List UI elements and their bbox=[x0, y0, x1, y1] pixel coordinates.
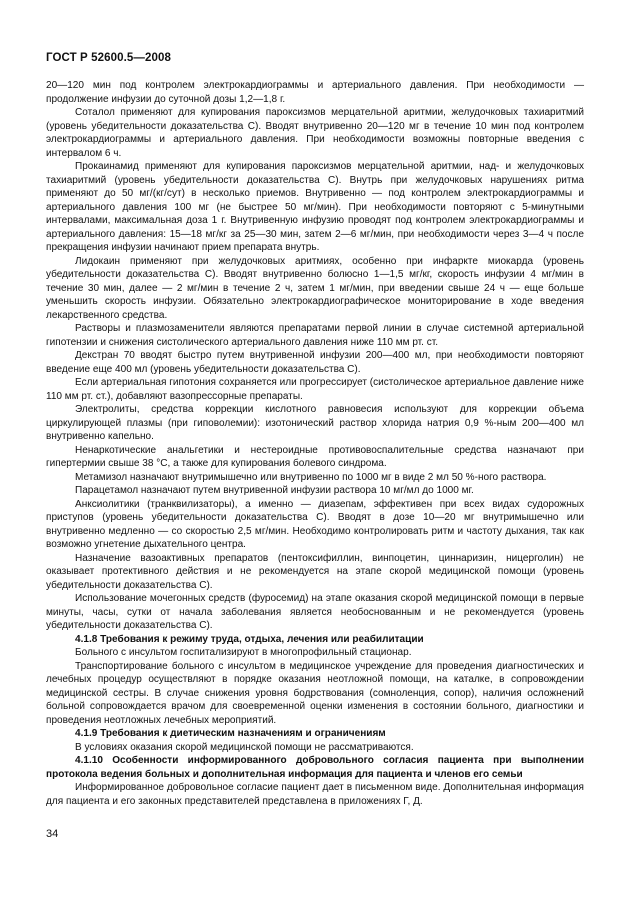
body-paragraph: Анксиолитики (транквилизаторы), а именно — диазепам, эффективен при всех видах судорожных приступов (уровень убедительности доказательства С). Вводят в дозе 10—20 мг внутримышечно или внутривенно медленно — со скоростью 2,5 мг/мин. Необходимо контролировать ритм и частоту дыхания, так как возможно угнетение дыхательного центра. bbox=[46, 498, 584, 550]
body-paragraph: Растворы и плазмозаменители являются препаратами первой линии в случае системной артериальной гипотензии и снижения систолического артериального давления ниже 110 мм рт. ст. bbox=[46, 323, 584, 348]
body-paragraph: Метамизол назначают внутримышечно или внутривенно по 1000 мг в виде 2 мл 50 %-ного раствора. bbox=[75, 471, 547, 483]
document-header: ГОСТ Р 52600.5—2008 bbox=[46, 52, 171, 64]
body-paragraph: Декстран 70 вводят быстро путем внутривенной инфузии 200—400 мл, при необходимости повторяют введение еще 400 мл (уровень убедительности доказательства С). bbox=[46, 350, 584, 375]
body-paragraph: 20—120 мин под контролем электрокардиограммы и артериального давления. При необходимости — продолжение инфузии до суточной дозы 1,2—1,8 г. bbox=[46, 80, 584, 105]
body-paragraph: Электролиты, средства коррекции кислотного равновесия используют для коррекции объема циркулирующей плазмы (при гиповолемии): изотонический раствор хлорида натрия 0,9 %-ным 200—400 мл внутривенно капельно. bbox=[46, 404, 584, 442]
section-heading: 4.1.8 Требования к режиму труда, отдыха, лечения или реабилитации bbox=[75, 633, 424, 645]
body-paragraph: Соталол применяют для купирования пароксизмов мерцательной аритмии, желудочковых тахиаритмий (уровень убедительности доказательства С). Вводят внутривенно 20—120 мг в течение 10 мин под контролем электрокардиограммы и артериального давления. При необходимости возможны повторные введения с интервалом 6 ч. bbox=[46, 107, 584, 159]
body-paragraph: Использование мочегонных средств (фуросемид) на этапе оказания скорой медицинской помощи в первые минуты, часы, сутки от начала заболевания является необоснованным и не рекомендуется (уровень убедительности доказательства С). bbox=[46, 593, 584, 631]
body-paragraph: Если артериальная гипотония сохраняется или прогрессирует (систолическое артериальное давление ниже 110 мм рт. ст.), добавляют вазопрессорные препараты. bbox=[46, 377, 584, 402]
body-paragraph: В условиях оказания скорой медицинской помощи не рассматриваются. bbox=[75, 741, 414, 753]
section-heading: 4.1.9 Требования к диетическим назначениям и ограничениям bbox=[75, 728, 386, 739]
body-paragraph: Прокаинамид применяют для купирования пароксизмов мерцательной аритмии, над- и желудочковых тахиаритмий (уровень убедительности доказательства С). Внутрь при желудочковых нарушениях ритма применяют до 50 мг/(кг/сут) в несколько приемов. Внутривенно — под контролем электрокардиограммы и артериального давления 100 мг (не быстрее 50 мг/мин). При необходимости повторяют с 5-минутными интервалами, максимальная доза 1 г. Внутривенную инфузию проводят под контролем электрокардиограммы и артериального давления: 15—18 мг/кг за 25—30 мин, затем 2—6 мг/мин, при необходимости через 3—4 ч после прекращения инфузии начинают прием препарата внутрь. bbox=[46, 161, 584, 253]
body-paragraph: Парацетамол назначают путем внутривенной инфузии раствора 10 мг/мл до 1000 мг. bbox=[75, 485, 474, 496]
body-paragraph: Больного с инсультом госпитализируют в многопрофильный стационар. bbox=[75, 647, 412, 658]
document-body bbox=[46, 79, 584, 808]
body-paragraph: Ненаркотические анальгетики и нестероидные противовоспалительные средства назначают при гипертермии свыше 38 °С, а также для купирования болевого синдрома. bbox=[46, 444, 584, 469]
body-paragraph: Назначение вазоактивных препаратов (пентоксифиллин, винпоцетин, циннаризин, ницерголин) не оказывает протективного действия и не рекомендуется на этапе скорой медицинской помощи (уровень убедительности доказательства С). bbox=[46, 552, 584, 591]
body-paragraph: Транспортирование больного с инсультом в медицинское учреждение для проведения диагностических и лечебных процедур осуществляют в порядке оказания неотложной помощи, на каталке, в сопровождении медицинской сестры. В случае снижения уровня бодрствования (сомноленция, сопор), наличия осложнений больной сопровождается врачом для своевременной оценки изменения в состоянии больного, диагностики и проведения неотложных лечебных мероприятий. bbox=[46, 660, 584, 726]
section-heading: 4.1.10 Особенности информированного добровольного согласия пациента при выполнении протокола ведения больных и дополнительная информация для пациента и членов его семьи bbox=[46, 755, 584, 780]
body-paragraph: Лидокаин применяют при желудочковых аритмиях, особенно при инфаркте миокарда (уровень убедительности доказательства С). Вводят внутривенно болюсно 1—1,5 мг/кг, скорость инфузии 4 мг/мин в течение 30 мин, далее — 2 мг/мин в течение 2 ч, затем 1 мг/мин, при введении свыше 24 ч — еще больше уменьшить скорость инфузии. Обязательно электрокардиографическое мониторирование в ходе введения лекарственного средства. bbox=[46, 255, 584, 321]
page-number: 34 bbox=[46, 828, 59, 840]
body-paragraph: Информированное добровольное согласие пациент дает в письменном виде. Дополнительная информация для пациента и его законных представителей представлена в приложениях Г, Д. bbox=[46, 782, 584, 807]
